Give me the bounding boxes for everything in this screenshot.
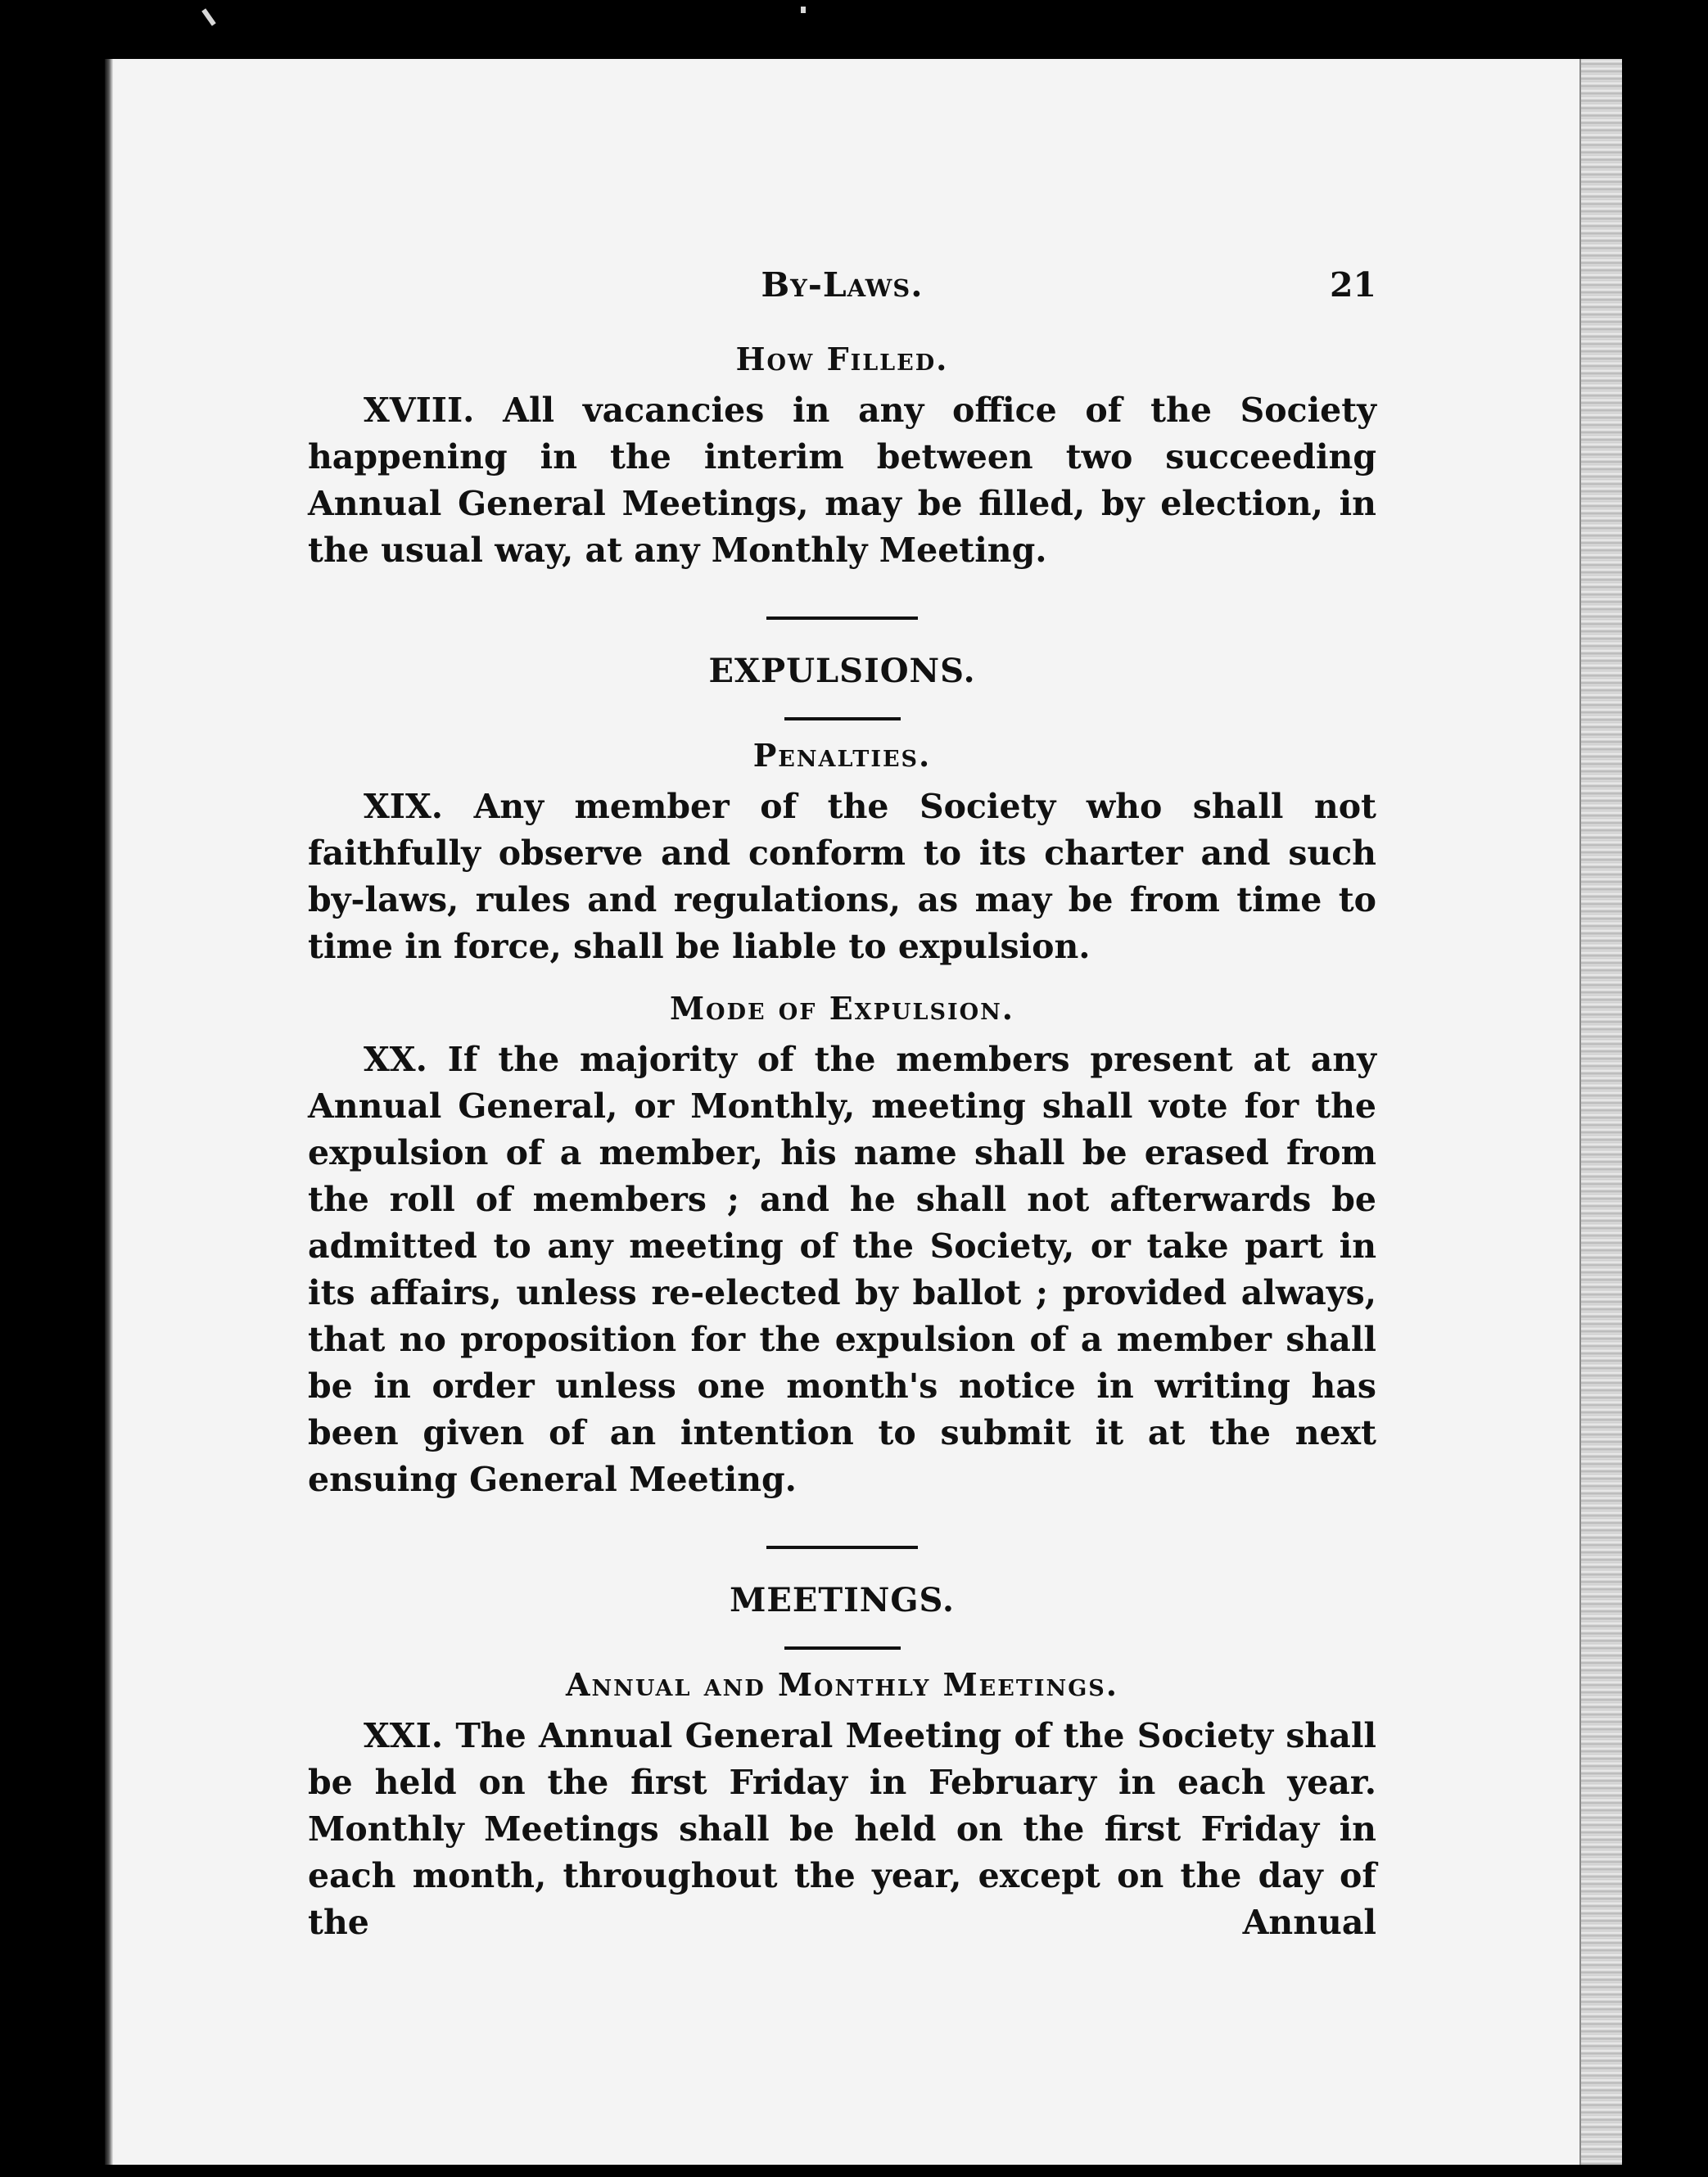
section-title-expulsions: EXPULSIONS.	[708, 652, 976, 690]
page-binding-edge	[105, 59, 113, 2165]
scan-speck	[201, 8, 216, 25]
page-fore-edge	[1579, 59, 1622, 2165]
subheading-mode-of-expulsion: Mode of Expulsion.	[669, 990, 1015, 1027]
section-title-meetings: MEETINGS.	[730, 1581, 955, 1619]
section-rule	[766, 617, 918, 620]
book-page	[105, 59, 1622, 2165]
bylaw-xviii: XVIII. All vacancies in any office of the Society happening in the interim between two succeeding Annual General Meetings, may be filled, by election, in the usual way, at any Monthly Meeting.	[308, 391, 1376, 570]
subheading-annual-monthly-meetings: Annual and Monthly Meetings.	[565, 1666, 1119, 1703]
subheading-how-filled: How Filled.	[735, 341, 949, 377]
running-header	[308, 262, 1376, 314]
section-rule	[784, 1646, 901, 1650]
running-title: By-Laws.	[761, 265, 924, 305]
page-text	[308, 262, 1376, 1946]
page-number: 21	[1329, 265, 1376, 305]
subheading-penalties: Penalties.	[752, 737, 932, 774]
bylaw-xxi: XXI. The Annual General Meeting of the Society shall be held on the first Friday in February in each year. Monthly Meetings shall be held on the first Friday in each month, throughout the year, except on the day of the Annual	[308, 1716, 1376, 1942]
section-rule	[766, 1546, 918, 1549]
scan-speck	[801, 7, 806, 13]
bylaw-xx: XX. If the majority of the members present at any Annual General, or Monthly, meeting shall vote for the expulsion of a member, his name shall be erased from the roll of members ; and he shall not afterwards be admitted to any meeting of the Society, or take part in its affairs, unless re-elected by ballot ; provided always, that no proposition for the expulsion of a member shall be in order unless one month's notice in writing has been given of an intention to submit it at the next ensuing General Meeting.	[308, 1040, 1376, 1499]
bylaw-xix: XIX. Any member of the Society who shall not faithfully observe and conform to its charter and such by-laws, rules and regulations, as may be from time to time in force, shall be liable to expulsion.	[308, 787, 1376, 966]
section-rule	[784, 717, 901, 720]
